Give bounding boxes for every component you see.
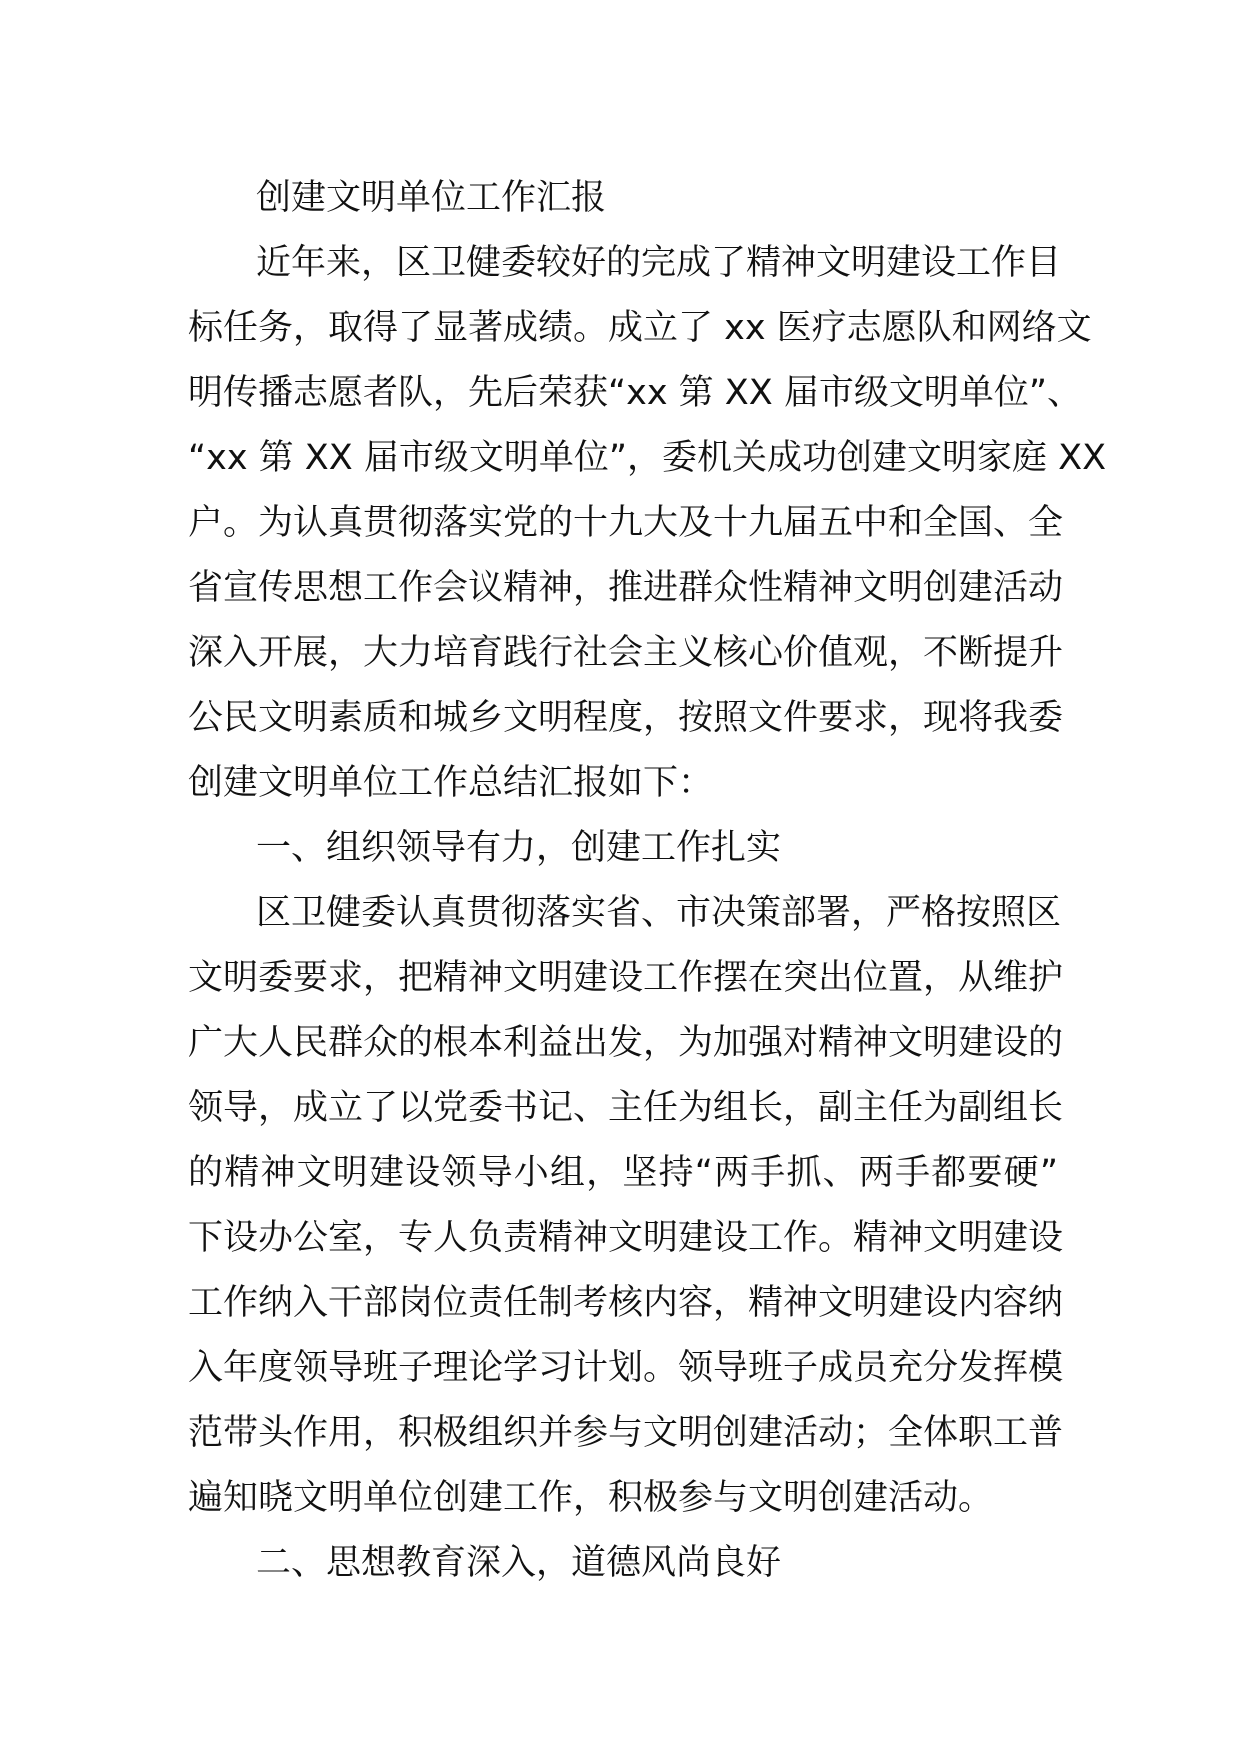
text-line: 深入开展，大力培育践行社会主义核心价值观，不断提升	[188, 633, 1064, 673]
text-line: 的精神文明建设领导小组，坚持“两手抓、两手都要硬”	[188, 1153, 1058, 1193]
text-line: 工作纳入干部岗位责任制考核内容，精神文明建设内容纳	[188, 1283, 1064, 1323]
section-heading-1: 一、组织领导有力，创建工作扎实	[256, 828, 782, 868]
text-line: 创建文明单位工作总结汇报如下：	[188, 763, 714, 803]
text-line: 公民文明素质和城乡文明程度，按照文件要求，现将我委	[188, 698, 1064, 738]
text-line: “xx 第 XX 届市级文明单位”，委机关成功创建文明家庭 XX	[188, 438, 1107, 478]
text-line: 户。为认真贯彻落实党的十九大及十九届五中和全国、全	[188, 503, 1064, 543]
paragraph-intro	[188, 231, 1107, 816]
text-line: 区卫健委认真贯彻落实省、市决策部署，严格按照区	[256, 893, 1062, 933]
text-line: 下设办公室，专人负责精神文明建设工作。精神文明建设	[188, 1218, 1064, 1258]
text-line: 范带头作用，积极组织并参与文明创建活动；全体职工普	[188, 1413, 1064, 1453]
section-heading-2: 二、思想教育深入，道德风尚良好	[256, 1543, 782, 1583]
text-line: 遍知晓文明单位创建工作，积极参与文明创建活动。	[188, 1478, 994, 1518]
text-line: 近年来，区卫健委较好的完成了精神文明建设工作目	[256, 243, 1062, 283]
text-line: 入年度领导班子理论学习计划。领导班子成员充分发挥模	[188, 1348, 1064, 1388]
text-line: 明传播志愿者队，先后荣获“xx 第 XX 届市级文明单位”、	[188, 373, 1083, 413]
paragraph-section-1	[188, 881, 1064, 1531]
text-line: 广大人民群众的根本利益出发，为加强对精神文明建设的	[188, 1023, 1064, 1063]
text-line: 标任务，取得了显著成绩。成立了 xx 医疗志愿队和网络文	[188, 308, 1092, 348]
text-line: 领导，成立了以党委书记、主任为组长，副主任为副组长	[188, 1088, 1064, 1128]
text-line: 省宣传思想工作会议精神，推进群众性精神文明创建活动	[188, 568, 1064, 608]
document-page	[188, 166, 1107, 1596]
text-line: 文明委要求，把精神文明建设工作摆在突出位置，从维护	[188, 958, 1064, 998]
document-title: 创建文明单位工作汇报	[256, 178, 607, 218]
